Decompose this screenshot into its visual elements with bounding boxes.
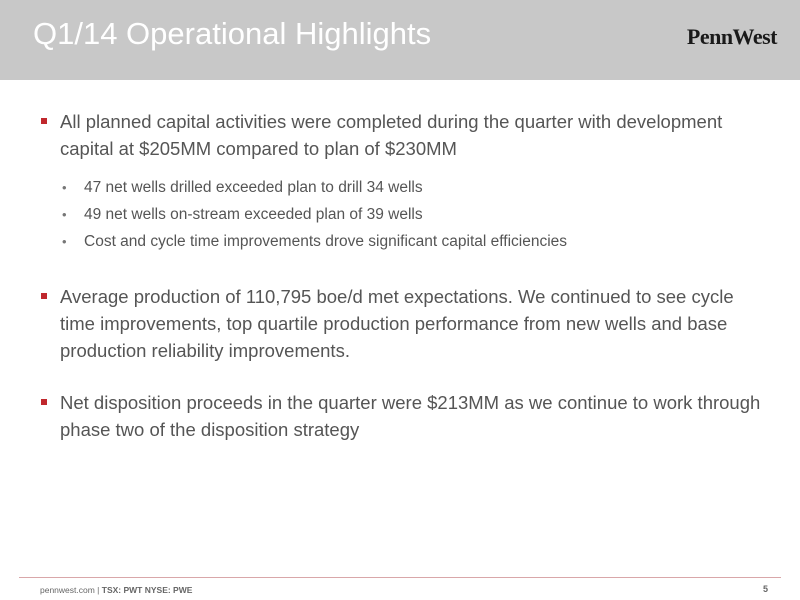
sub-bullet-icon: • [62, 207, 67, 222]
bullet-marker-icon [41, 293, 47, 299]
sub-item-text: 49 net wells on-stream exceeded plan of 39 wells [84, 206, 423, 223]
sub-item-wells-onstream [62, 201, 423, 228]
bullet-text: All planned capital activities were completed during the quarter with development capital at $205MM compared to plan of $230MM [60, 111, 723, 159]
bullet-production [41, 283, 770, 364]
footer-divider [19, 577, 781, 578]
sub-item-cost-cycle [62, 228, 567, 255]
bullet-disposition [41, 389, 770, 443]
slide-title: Q1/14 Operational Highlights [33, 16, 432, 51]
footer [40, 585, 192, 595]
sub-bullet-icon: • [62, 180, 67, 195]
bullet-text: Average production of 110,795 boe/d met expectations. We continued to see cycle time improvements, top quartile production performance from new wells and base production reliability improvements. [60, 286, 734, 361]
bullet-marker-icon [41, 118, 47, 124]
pennwest-logo: PennWest [686, 24, 777, 49]
title-bar [0, 0, 800, 80]
sub-item-wells-drilled [62, 174, 423, 201]
sub-bullet-icon: • [62, 234, 67, 249]
footer-tickers: TSX: PWT NYSE: PWE [101, 585, 193, 595]
bullet-marker-icon [41, 399, 47, 405]
bullet-text: Net disposition proceeds in the quarter were $213MM as we continue to work through phase two of the disposition strategy [60, 392, 761, 440]
sub-item-text: 47 net wells drilled exceeded plan to drill 34 wells [84, 179, 423, 196]
page-number: 5 [762, 584, 768, 594]
sub-item-text: Cost and cycle time improvements drove significant capital efficiencies [84, 233, 568, 250]
footer-site-link[interactable]: pennwest.com [40, 585, 95, 595]
footer-separator: | [94, 585, 102, 595]
bullet-capital [41, 108, 770, 162]
